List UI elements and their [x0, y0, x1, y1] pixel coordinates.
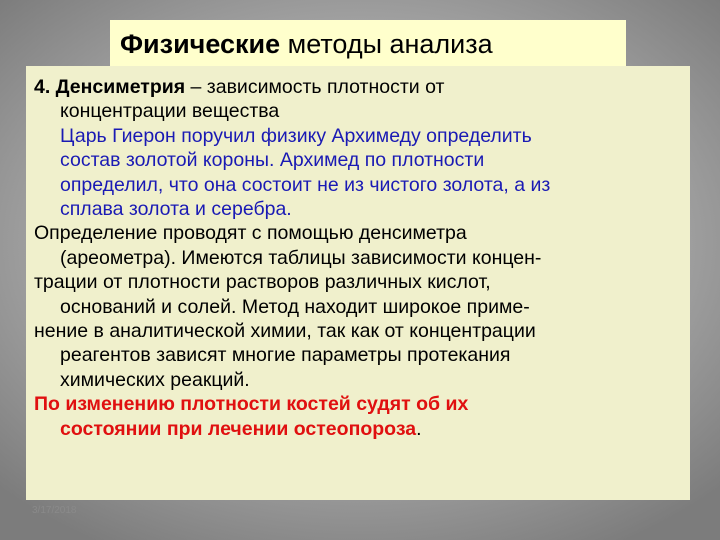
- heading-continuation: концентрации вещества: [60, 100, 280, 123]
- highlight-continuation: [34, 417, 682, 441]
- highlight-line: По изменению плотности костей судят об их: [34, 393, 469, 416]
- title-rest: методы анализа: [280, 29, 493, 59]
- content-box: [26, 66, 690, 500]
- slide-date: 3/17/2018: [32, 505, 77, 516]
- body-line: нение в аналитической химии, так как от концентрации: [34, 320, 536, 343]
- heading-line: [34, 75, 682, 99]
- story-line: Царь Гиерон поручил физику Архимеду определить: [60, 124, 532, 147]
- slide-title: [110, 20, 626, 66]
- highlight-text: состоянии при лечении остеопороза: [60, 417, 417, 440]
- body-line: оснований и солей. Метод находит широкое приме-: [60, 295, 530, 318]
- heading-label: 4. Денсиметрия: [34, 76, 186, 98]
- body-line: Определение проводят с помощью денсиметра: [34, 222, 467, 245]
- body-line: химических реакций.: [60, 368, 250, 391]
- story-line: определил, что она состоит не из чистого золота, а из: [60, 173, 551, 196]
- story-line: сплава золота и серебра.: [60, 198, 292, 221]
- title-bold-word: Физические: [120, 29, 281, 59]
- heading-rest: – зависимость плотности от: [185, 76, 445, 98]
- highlight-period: .: [416, 417, 422, 440]
- body-line: трации от плотности растворов различных кислот,: [34, 271, 491, 294]
- story-line: состав золотой короны. Архимед по плотности: [60, 149, 485, 172]
- body-line: реагентов зависят многие параметры протекания: [60, 344, 511, 367]
- body-line: (ареометра). Имеются таблицы зависимости концен-: [60, 246, 542, 269]
